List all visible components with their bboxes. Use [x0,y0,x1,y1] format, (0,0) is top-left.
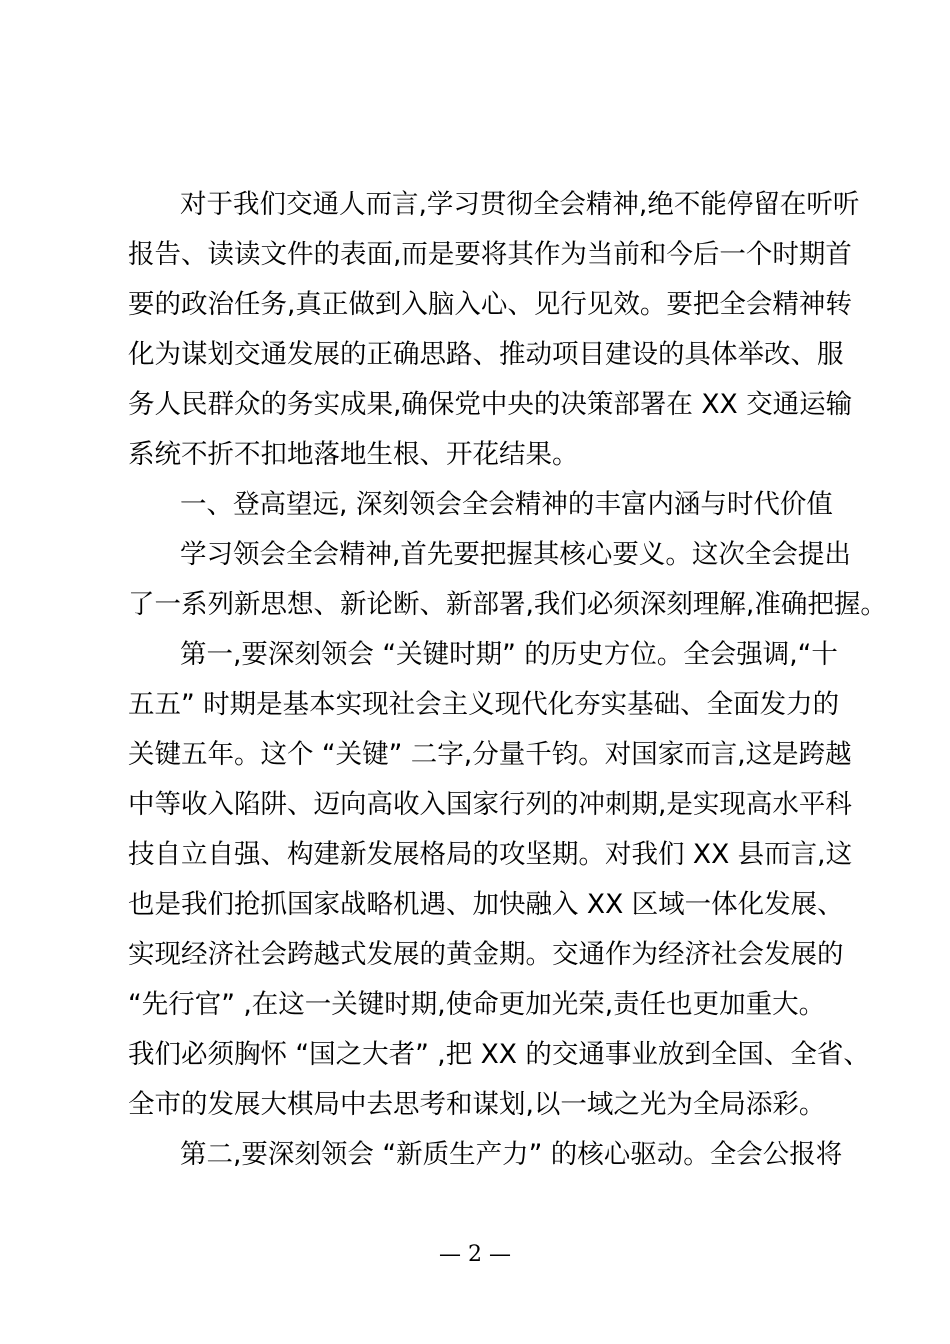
paragraph-3-line-2: 五五” 时期是基本实现社会主义现代化夯实基础、全面发力的 [128,689,840,720]
paragraph-1-line-2: 报告、读读文件的表面,而是要将其作为当前和今后一个时期首 [128,239,852,270]
page-number: — 2 — [439,1242,511,1267]
paragraph-2-line-2: 了一系列新思想、新论断、新部署,我们必须深刻理解,准确把握。 [128,589,887,620]
paragraph-3-line-6: 也是我们抢抓国家战略机遇、加快融入 XX 区域一体化发展、 [128,889,844,920]
paragraph-3-line-9: 我们必须胸怀 “国之大者” ,把 XX 的交通事业放到全国、全省、 [128,1039,870,1070]
paragraph-2-line-1: 学习领会全会精神,首先要把握其核心要义。这次全会提出 [180,539,851,570]
paragraph-1-line-5: 务人民群众的务实成果,确保党中央的决策部署在 XX 交通运输 [128,389,853,420]
paragraph-3-line-3: 关键五年。这个 “关键” 二字,分量千钧。对国家而言,这是跨越 [128,739,852,770]
paragraph-3-line-10: 全市的发展大棋局中去思考和谋划,以一域之光为全局添彩。 [128,1089,826,1120]
paragraph-3-line-5: 技自立自强、构建新发展格局的攻坚期。对我们 XX 县而言,这 [128,839,853,870]
paragraph-3-line-1: 第一,要深刻领会 “关键时期” 的历史方位。全会强调,“十 [180,639,838,670]
paragraph-3-line-7: 实现经济社会跨越式发展的黄金期。交通作为经济社会发展的 [128,939,844,970]
paragraph-1-line-3: 要的政治任务,真正做到入脑入心、见行见效。要把全会精神转 [128,289,852,320]
paragraph-1-line-1: 对于我们交通人而言,学习贯彻全会精神,绝不能停留在听听 [180,189,860,220]
paragraph-1-line-6: 系统不折不扣地落地生根、开花结果。 [128,439,579,470]
paragraph-3-line-4: 中等收入陷阱、迈向高收入国家行列的冲刺期,是实现高水平科 [128,789,852,820]
paragraph-1-line-4: 化为谋划交通发展的正确思路、推动项目建设的具体举改、服 [128,339,844,370]
paragraph-4-line-1: 第二,要深刻领会 “新质生产力” 的核心驱动。全会公报将 [180,1139,843,1170]
paragraph-3-line-8: “先行官” ,在这一关键时期,使命更加光荣,责任也更加重大。 [128,989,826,1020]
section-heading: 一、登高望远, 深刻领会全会精神的丰富内涵与时代价值 [180,489,833,520]
